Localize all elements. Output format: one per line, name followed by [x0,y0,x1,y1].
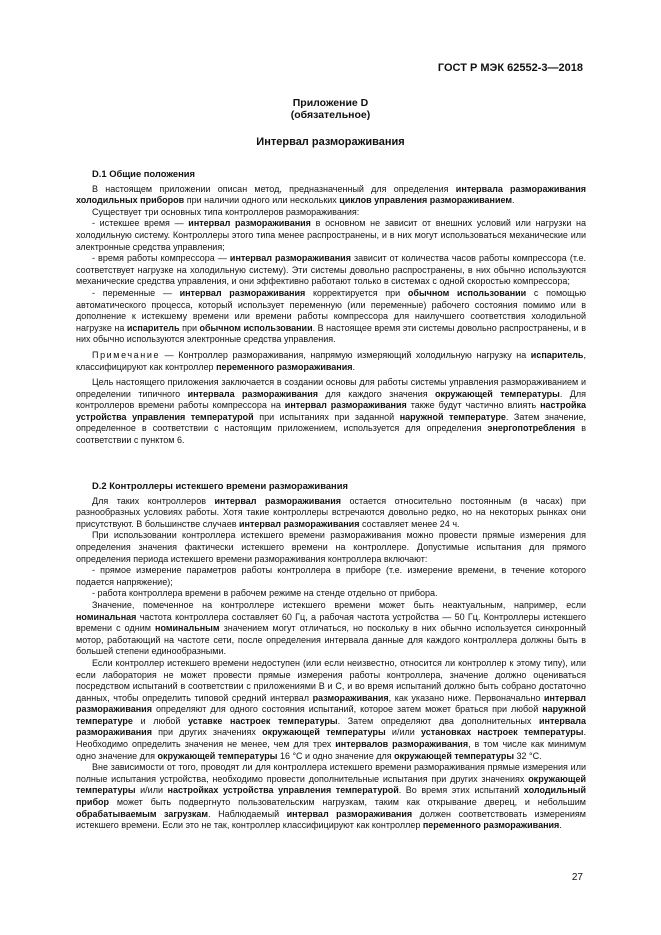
text-run: при наличии одного или нескольких [184,195,340,206]
term-bold: уставке настроек температуры [188,715,338,726]
section-heading: D.1 Общие положения [92,168,195,179]
text-run: . Затем определяют два дополнительных [337,715,539,726]
paragraph [76,530,586,565]
text-run: 32 °С. [514,750,542,761]
term-bold: испаритель [126,322,180,333]
text-run: частота контроллера составляет 60 Гц, а рабочая частота устройства — 50 Гц. Контроллеры истекшего времени с одним [76,611,586,634]
annex-title: Интервал размораживания [256,136,405,148]
term-bold: настройка устройства управления температурой [76,400,586,422]
term-bold: окружающей температуры [157,750,278,761]
term-bold: номинальная [76,611,137,622]
term-bold: настройках устройства управления температурой [167,785,399,796]
term-bold: окружающей температуры [262,727,386,738]
text-run: . Затем значение, определенное в соответствии с настоящим приложением, используется для определения [76,411,587,434]
text-run: и/или [135,785,168,796]
text-run: при испытаниях при заданной [253,411,400,422]
section-d2 [76,480,586,832]
term-bold: интервал размораживания [238,518,360,529]
text-run: При использовании контроллера истекшего времени размораживания можно провести прямые измерения для определения значения фактически истекшего времени на контроллере. Допустимые испытания для прямого определения периода истекшего времени размораживания контроллера включают: [76,530,586,564]
text-run: Существует три основных типа контроллеров размораживания: [92,206,360,217]
term-bold: интервал размораживания [229,253,351,264]
text-run: , как указано ниже. Первоначально [388,692,544,703]
text-run: . Необходимо определить значения не менее, чем для трех [76,727,587,750]
text-run: . В настоящее время эти системы довольно распространены, и в них обычно используются электронные средства управления. [76,322,587,345]
text-run: . [559,820,562,831]
list-item [76,253,586,288]
term-bold: циклов управления размораживанием [339,195,513,206]
note [76,350,586,373]
term-bold: интервал размораживания [76,692,586,715]
text-run: и любой [132,715,189,726]
text-run: с помощью автоматического процесса, который использует переменную (или переменные) рабочего состояния помимо или в дополнение к истекшему времени или времени работы компрессора для наилучшего соответствия холодильной нагрузке на [76,287,587,333]
term-bold: размораживания [312,692,389,703]
term-bold: интервала размораживания холодильных приборов [76,183,587,206]
text-run: значением могут отличаться, но поскольку в них обычно используется синхронный мотор, работающий на частоте сети, после определения интервала данные для каждого контроллера должны быть в большей степени единообразными. [76,623,586,657]
text-run: корректируется при [305,287,408,298]
text-run: также будут частично влиять [406,400,541,411]
text-run: В настоящем приложении описан метод, предназначенный для определения [92,183,456,194]
page-number: 27 [571,872,583,883]
text-run: . Для контроллеров времени работы компрессора на [76,388,586,411]
term-bold: холодильный прибор [76,785,586,808]
text-run: — Контроллер размораживания, напрямую измеряющий холодильную нагрузку на [160,349,531,360]
text-run: в основном не зависит от внешних условий или нагрузки на холодильную систему. Контроллеры этого типа менее распространены, и в них могут использоваться механические или электронные средства управления; [76,218,586,252]
note-label: Примечание [92,349,161,360]
section-heading: D.2 Контроллеры истекшего времени размораживания [92,480,348,491]
term-bold: интервал размораживания [214,495,341,506]
term-bold: интервал размораживания [284,400,407,411]
paragraph [76,496,586,531]
text-run: 16 °С и одно значение для [277,750,395,761]
text-run: при [179,322,200,333]
paragraph [76,600,586,658]
text-run: должен соответствовать измерениям истекшего времени. Если это не так, контроллер классифицируют как контроллер [76,808,586,831]
list-item [76,588,586,600]
text-run: в соответствии с пунктом 6. [76,423,586,446]
standard-designation: ГОСТ Р МЭК 62552-3—2018 [437,62,583,74]
term-bold: наружной температуре [399,411,506,422]
paragraph [76,184,586,207]
text-run: Для таких контроллеров [92,495,215,506]
term-bold: интервал размораживания [179,287,306,298]
term-bold: окружающей температуры [76,773,586,796]
text-run: - переменные — [92,287,180,298]
term-bold: окружающей температуры [435,388,560,399]
text-run: зависит от количества часов работы компрессора (т.е. соответствует нагрузке на холодильную систему). Эти системы довольно распространены, в них обычно используются механические средства управления, и они эффективно работают только в системах с одной скоростью компрессора; [76,253,586,287]
text-run: Значение, помеченное на контроллере истекшего времени может быть неактуальным, например, если [92,599,586,610]
text-run: . Наблюдаемый [208,808,287,819]
term-bold: интервала размораживания [76,715,587,738]
term-bold: обрабатываемым загрузкам [76,808,209,819]
term-bold: интервалов размораживания [335,739,469,750]
term-bold: переменного размораживания [422,820,560,831]
text-run: , в том числе как минимум одно значение для [76,739,587,761]
text-run: Если контроллер истекшего времени недоступен (или если неизвестно, относится ли контроллер к этому типу), или если лаборатория не может провести прямые измерения работы контроллера, значение должно оцениваться посредством испытаний в соответствии с приложениями В и С, и во время испытаний должно быть собрано достаточно данных, чтобы определить типовой средний интервал [76,657,586,703]
term-bold: интервал размораживания [286,808,413,819]
term-bold: наружной температуре [76,704,586,726]
term-bold: окружающей температуры [394,750,515,761]
annex-label: Приложение D [292,97,369,109]
list-item [76,288,586,346]
paragraph [76,207,586,219]
text-run: и/или [385,727,421,738]
list-item [76,565,586,588]
paragraph [76,762,586,832]
text-run: Вне зависимости от того, проводят ли для контроллера истекшего времени размораживания прямые измерения или полные испытания устройства, необходимо провести дополнительные испытания при других значениях [76,762,586,784]
text-run: - прямое измерение параметров работы контроллера в приборе (т.е. измерение времени, в течение которого подается напряжение); [76,565,586,587]
term-bold: интервала размораживания [187,388,318,399]
text-run: , классифицируют как контроллер [76,349,586,372]
annex-status: (обязательное) [290,109,371,121]
text-run: определяют для одного состояния испытаний, которое затем может браться при любой [151,704,543,715]
text-run: для каждого значения [317,388,436,399]
paragraph [76,377,586,447]
text-run: - истекшее время — [92,218,189,229]
term-bold: установках настроек температуры [420,727,584,738]
section-d1 [76,168,586,447]
text-run: остается относительно постоянным (в часах) при разнообразных условиях работы. Хотя такие контроллеры встречаются довольно редко, но на некоторых рынках они присутствуют. В большинстве случаев [76,495,586,529]
term-bold: энергопотребления [487,423,576,434]
text-run: - работа контроллера времени в рабочем режиме на стенде отдельно от прибора. [92,588,438,599]
annex-heading [0,97,661,121]
term-bold: обычном использовании [199,322,313,333]
text-run: - время работы компрессора — [92,253,230,264]
text-run: . Во время этих испытаний [398,785,524,796]
text-run: Цель настоящего приложения заключается в создании основы для работы системы управления размораживанием и определении типичного [76,377,586,399]
term-bold: обычном использовании [407,287,527,298]
term-bold: интервал размораживания [188,218,311,229]
term-bold: переменного размораживания [216,361,353,372]
term-bold: испаритель [530,349,584,360]
term-bold: номинальным [155,623,220,634]
text-run: . [512,195,515,206]
list-item [76,218,586,253]
text-run: при других значениях [151,727,263,738]
text-run: может быть подвергнуто пользовательским нагрузкам, таким как открывание дверец, и небольшим [109,797,586,808]
text-run: . [352,361,356,372]
paragraph [76,658,586,762]
text-run: составляет менее 24 ч. [359,518,460,529]
